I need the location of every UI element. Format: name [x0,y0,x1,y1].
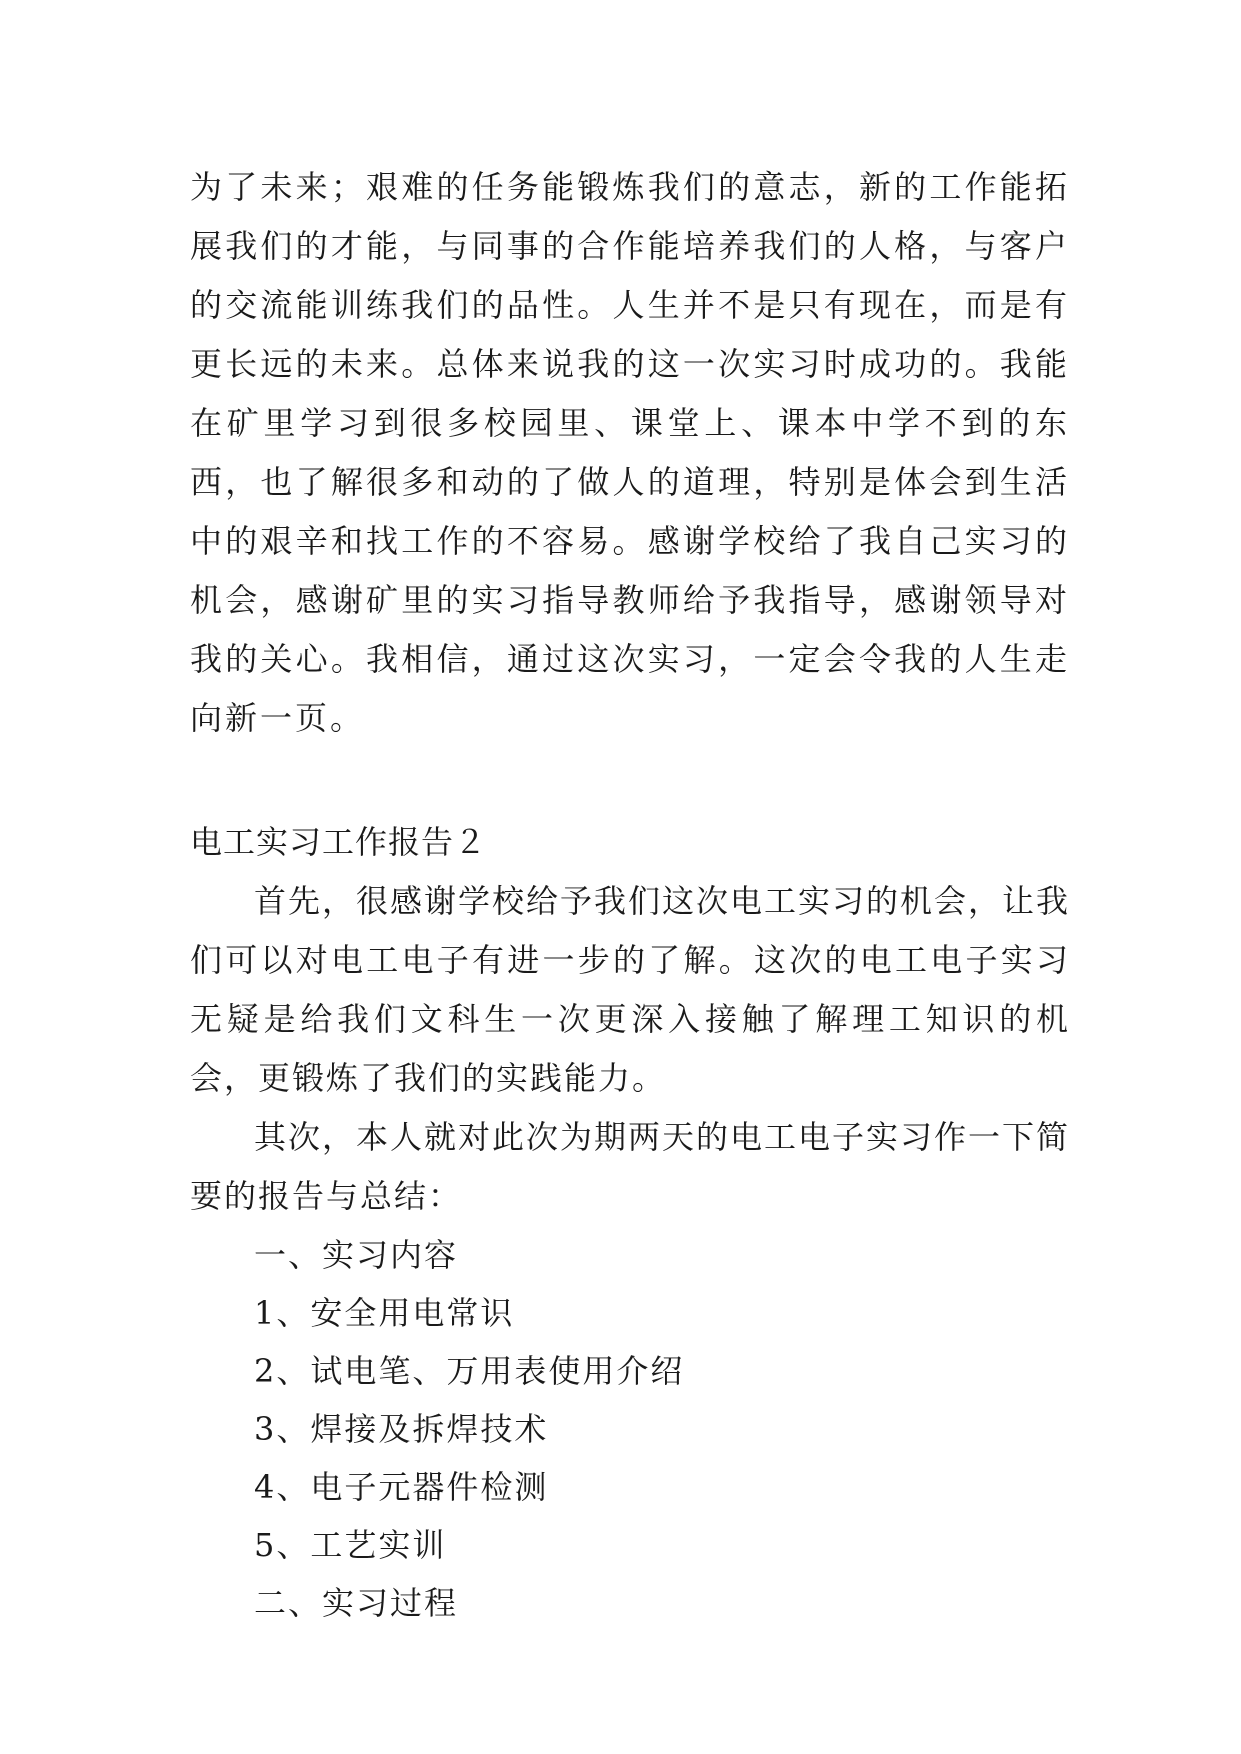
outline-item-soldering: 3、焊接及拆焊技术 [254,1410,549,1448]
intro-paragraph: 首先，很感谢学校给予我们这次电工实习的机会，让我们可以对电工电子有进一步的了解。这次的电工电子实习无疑是给我们文科生一次更深入接触了解理工知识的机会，更锻炼了我们的实践能力。 [190,882,1071,1097]
summary-paragraph: 其次，本人就对此次为期两天的电工电子实习作一下简要的报告与总结： [190,1118,1071,1215]
continued-paragraph: 为了未来；艰难的任务能锻炼我们的意志，新的工作能拓展我们的才能，与同事的合作能培养我们的人格，与客户的交流能训练我们的品性。人生并不是只有现在，而是有更长远的未来。总体来说我的这一次实习时成功的。我能在矿里学习到很多校园里、课堂上、课本中学不到的东西，也了解很多和动的了做人的道理，特别是体会到生活中的艰辛和找工作的不容易。感谢学校给了我自己实习的机会，感谢矿里的实习指导教师给予我指导，感谢领导对我的关心。我相信，通过这次实习，一定会令我的人生走向新一页。 [190,168,1070,737]
outline-item-components: 4、电子元器件检测 [254,1468,549,1506]
outline-item-craft: 5、工艺实训 [254,1526,447,1564]
outline-item-safety: 1、安全用电常识 [254,1294,515,1332]
outline-heading-process: 二、实习过程 [254,1584,459,1622]
section-title: 电工实习工作报告２ [190,823,488,861]
outline-item-meters: 2、试电笔、万用表使用介绍 [254,1352,685,1390]
document-body [190,158,1070,1632]
outline-heading-content: 一、实习内容 [254,1236,459,1274]
